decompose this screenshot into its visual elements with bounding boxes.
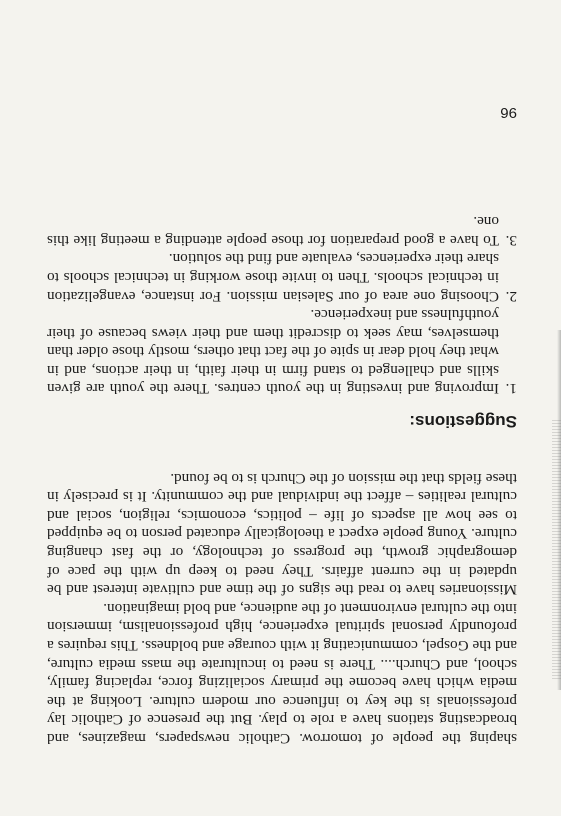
list-item-text: Improving and investing in the youth centres. There the youth are given skills and challenged to stand firm in their faith, in their actions, and in what they hold dear in spite of the fact that others, mostly those older than themselves, may seek to discredit them and their views because of their youthfulness and inexperience. [47, 306, 499, 398]
page-number: 96 [500, 104, 517, 121]
list-item-number: 2. [505, 287, 517, 305]
suggestions-list [47, 212, 517, 398]
list-item [47, 305, 517, 398]
suggestions-heading: Suggestions: [409, 412, 517, 432]
list-item-number: 3. [505, 231, 517, 249]
scan-edge-binding [552, 420, 561, 680]
body-text [47, 212, 517, 747]
list-item [47, 249, 517, 305]
list-item-number: 1. [505, 380, 517, 398]
paragraph-media: shaping the people of tomorrow. Catholic newspapers, magazines, and broadcasting stations have a role to play. But the presence of Catholic lay professionals is the key to influence our modern culture. Looking at the media which have become the primary socializing force, replacing family, school, and Church.... There is need to inculturate the mass media culture, and the Gospel, communicating it with courage and boldness. This requires a profoundly personal spiritual experience, high professionalism, immersion into the cultural environment of the audience, and bold imagination. [47, 599, 517, 747]
list-item [47, 212, 517, 249]
list-item-text: Choosing one area of our Salesian mission. For instance, evangelization in technical schools. Then to invite those working in technical schools to share their experiences, evaluate and find the solution. [47, 250, 499, 305]
paragraph-missionaries: Missionaries have to read the signs of the time and cultivate interest and be updated in the current affairs. They need to keep up with the pace of demographic growth, the progress of technology, or the fast changing culture. Young people expect a theologically educated person to be equipped to see how all aspects of life – politics, economics, religion, social and cultural realities – affect the individual and the community. It is precisely in these fields that the mission of the Church is to be found. [47, 469, 517, 599]
list-item-text: To have a good preparation for those people attending a meeting like this one. [47, 213, 499, 249]
